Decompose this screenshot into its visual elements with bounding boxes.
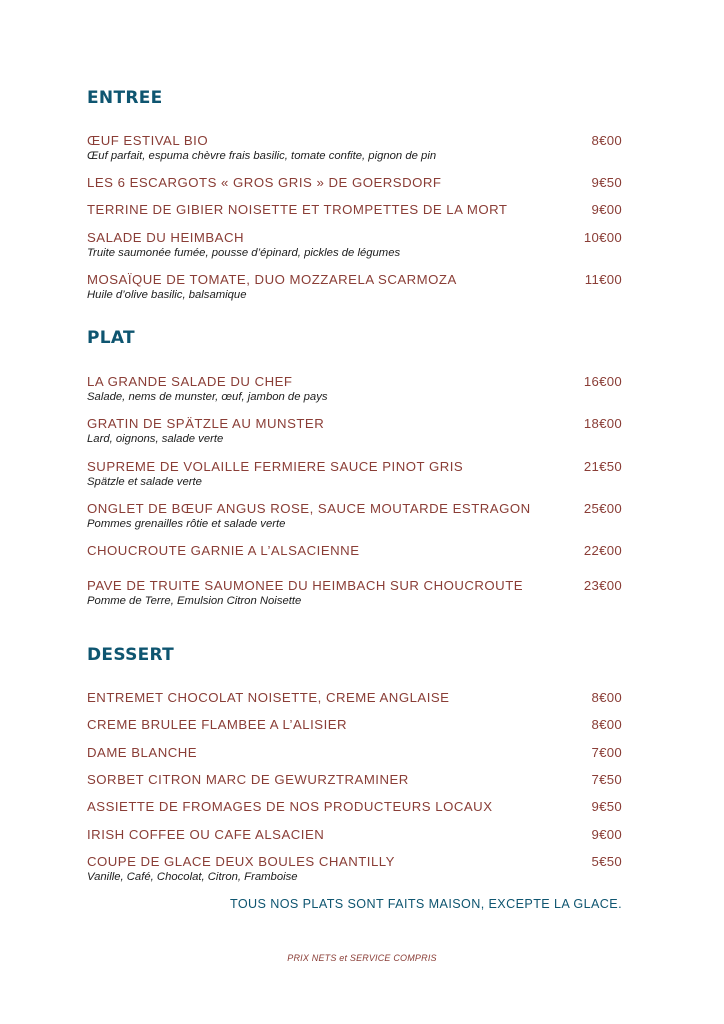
item-name: LA GRANDE SALADE DU CHEF	[87, 374, 293, 389]
item-name: LES 6 ESCARGOTS « GROS GRIS » DE GOERSDORF	[87, 175, 442, 190]
item-price: 7€50	[591, 772, 622, 787]
item-price: 10€00	[583, 230, 622, 245]
item-price: 9€00	[591, 202, 622, 217]
item-name: MOSAÏQUE DE TOMATE, DUO MOZZARELA SCARMOZA	[87, 272, 457, 287]
menu-item	[87, 543, 622, 558]
menu-item	[87, 202, 622, 217]
item-description: Œuf parfait, espuma chèvre frais basilic, tomate confite, pignon de pin	[87, 150, 437, 162]
item-description: Spätzle et salade verte	[87, 476, 202, 488]
item-name: ENTREMET CHOCOLAT NOISETTE, CREME ANGLAISE	[87, 690, 450, 705]
item-description: Huile d’olive basilic, balsamique	[87, 289, 247, 301]
menu-item	[87, 827, 622, 842]
menu-item	[87, 175, 622, 190]
item-description: Salade, nems de munster, œuf, jambon de pays	[87, 391, 328, 403]
item-price: 8€00	[591, 690, 622, 705]
menu-item	[87, 799, 622, 814]
item-name: IRISH COFFEE OU CAFE ALSACIEN	[87, 827, 325, 842]
item-name: SORBET CITRON MARC DE GEWURZTRAMINER	[87, 772, 409, 787]
menu-item	[87, 230, 622, 259]
menu-item	[87, 501, 622, 530]
menu-item	[87, 854, 622, 883]
item-name: DAME BLANCHE	[87, 745, 198, 760]
item-name: GRATIN DE SPÄTZLE AU MUNSTER	[87, 416, 325, 431]
item-price: 18€00	[583, 416, 622, 431]
service-note: PRIX NETS et SERVICE COMPRIS	[287, 953, 437, 963]
item-description: Pomme de Terre, Emulsion Citron Noisette	[87, 595, 302, 607]
menu-item	[87, 459, 622, 488]
item-price: 8€00	[591, 717, 622, 732]
menu-item	[87, 416, 622, 445]
item-name: ASSIETTE DE FROMAGES DE NOS PRODUCTEURS LOCAUX	[87, 799, 493, 814]
item-price: 8€00	[591, 133, 622, 148]
item-price: 25€00	[583, 501, 622, 516]
homemade-note: TOUS NOS PLATS SONT FAITS MAISON, EXCEPTE LA GLACE.	[229, 897, 622, 911]
menu-item	[87, 133, 622, 162]
section-title-entree: ENTREE	[87, 88, 163, 108]
item-name: PAVE DE TRUITE SAUMONEE DU HEIMBACH SUR CHOUCROUTE	[87, 578, 524, 593]
item-price: 9€00	[591, 827, 622, 842]
item-price: 5€50	[591, 854, 622, 869]
item-description: Lard, oignons, salade verte	[87, 433, 224, 445]
item-name: COUPE DE GLACE DEUX BOULES CHANTILLY	[87, 854, 395, 869]
menu-item	[87, 578, 622, 607]
item-name: CHOUCROUTE GARNIE A L’ALSACIENNE	[87, 543, 360, 558]
menu-item	[87, 374, 622, 403]
item-price: 9€50	[591, 175, 622, 190]
menu-item	[87, 717, 622, 732]
item-name: CREME BRULEE FLAMBEE A L’ALISIER	[87, 717, 348, 732]
item-description: Truite saumonée fumée, pousse d’épinard, pickles de légumes	[87, 247, 401, 259]
item-price: 9€50	[591, 799, 622, 814]
item-name: SALADE DU HEIMBACH	[87, 230, 245, 245]
item-price: 11€00	[584, 272, 622, 287]
item-price: 21€50	[583, 459, 622, 474]
menu-item	[87, 272, 622, 301]
item-description: Vanille, Café, Chocolat, Citron, Framboise	[87, 871, 298, 883]
item-name: ONGLET DE BŒUF ANGUS ROSE, SAUCE MOUTARDE ESTRAGON	[87, 501, 531, 516]
item-name: ŒUF ESTIVAL BIO	[87, 133, 209, 148]
section-title-plat: PLAT	[87, 328, 135, 348]
item-name: TERRINE DE GIBIER NOISETTE ET TROMPETTES DE LA MORT	[87, 202, 508, 217]
item-price: 16€00	[583, 374, 622, 389]
item-price: 7€00	[591, 745, 622, 760]
menu-item	[87, 772, 622, 787]
menu-item	[87, 745, 622, 760]
menu-item	[87, 690, 622, 705]
item-description: Pommes grenailles rôtie et salade verte	[87, 518, 286, 530]
section-title-dessert: DESSERT	[87, 645, 175, 665]
item-price: 22€00	[583, 543, 622, 558]
item-name: SUPREME DE VOLAILLE FERMIERE SAUCE PINOT GRIS	[87, 459, 464, 474]
item-price: 23€00	[583, 578, 622, 593]
